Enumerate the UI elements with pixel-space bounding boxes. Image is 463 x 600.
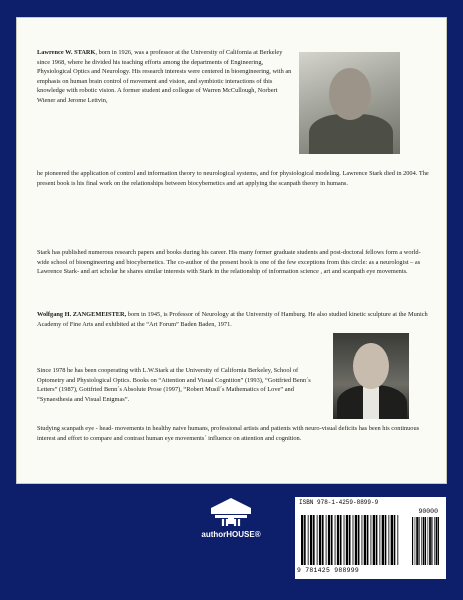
zangemeister-bio [37,310,429,329]
stark-publications [37,248,429,277]
authorhouse-logo-icon [201,494,261,554]
isbn-barcode [295,497,446,579]
zangemeister-name: Wolfgang H. ZANGEMEISTER, [37,311,127,318]
stark-publications-text: Stark has published numerous research papers and books during his career. His many former graduate students and post-doctoral fellows form a world-wide school of bioengineering and biocybernetics. The co-author of the present book is one of the few exceptions from this circle: as a neurologist – as Lawrence Stark- and art scholar he shares similar interests with Stark in the relationship of information science , art and scanpath eye movements. [37,249,421,276]
stark-bio-continued [37,169,429,188]
stark-bio-text-continued: he pioneered the application of control and information theory to neurological systems, and for physiological modeling. Lawrence Stark died in 2004. The present book is his final work on the relationships between biocybernetics and art applying the scanpath theory in humans. [37,170,429,187]
zangemeister-bio-text: born in 1945, is Professor of Neurology at the University of Hamburg. He also studied kinetic sculpture at the Munich Academy of Fine Arts and exhibited at the “Art Forum” Baden Baden, 1971. [37,311,428,328]
zangemeister-portrait-face [353,343,389,389]
zangemeister-research-text: Studying scanpath eye - head- movements in healthy naive humans, professional artists and patients with neuro-visual deficits has been his continuous interest and effort to compare and contrast human eye movements´ influence on attention and cognition. [37,425,420,442]
zangemeister-portrait-photo [333,333,409,419]
zangemeister-bio-paragraph [37,310,429,329]
isbn-label: ISBN 978-1-4259-8899-9 [299,499,379,506]
stark-portrait-body [309,114,393,154]
stark-bio-text: , born in 1926, was a professor at the University of California at Berkeley since 1968, where he divided his teaching efforts among the departments of Engineering, Physiological Optics and Neurology. His research interests were centered in bioengineering, with an emphasis on human brain control of movement and vision, and symbiotic interactions of this knowledge with robotic vision. A former student and collegue of Warren McCullough, Norbert Wiener and Jerome Lettvin, [37,49,292,104]
price-code: 90000 [418,508,438,515]
zangemeister-portrait-shirt [363,387,379,419]
stark-portrait-photo [299,52,400,154]
publisher-name: authorHOUSE® [201,530,261,539]
price-barcode-bars [412,517,440,565]
zangemeister-research [37,424,429,443]
back-cover-text-panel [16,17,447,484]
zangemeister-cooperation-text: Since 1978 he has been cooperating with L.W.Stark at the University of California Berkeley, School of Optometry and Physiological Optics. Books on “Attention and Visual Cognition” (1993), “Gottfried Benn´s Letters” (1987), Gottfried Benn´s Absolute Prose (1997), “Robert Musil´s Mathematics of Love” and “Synaesthesia and Visual Enigmas”. [37,367,311,403]
stark-bio-paragraph [37,48,293,105]
stark-portrait-face [329,68,371,120]
stark-name: Lawrence W. STARK [37,49,96,56]
barcode-number: 9 781425 988999 [297,567,360,574]
